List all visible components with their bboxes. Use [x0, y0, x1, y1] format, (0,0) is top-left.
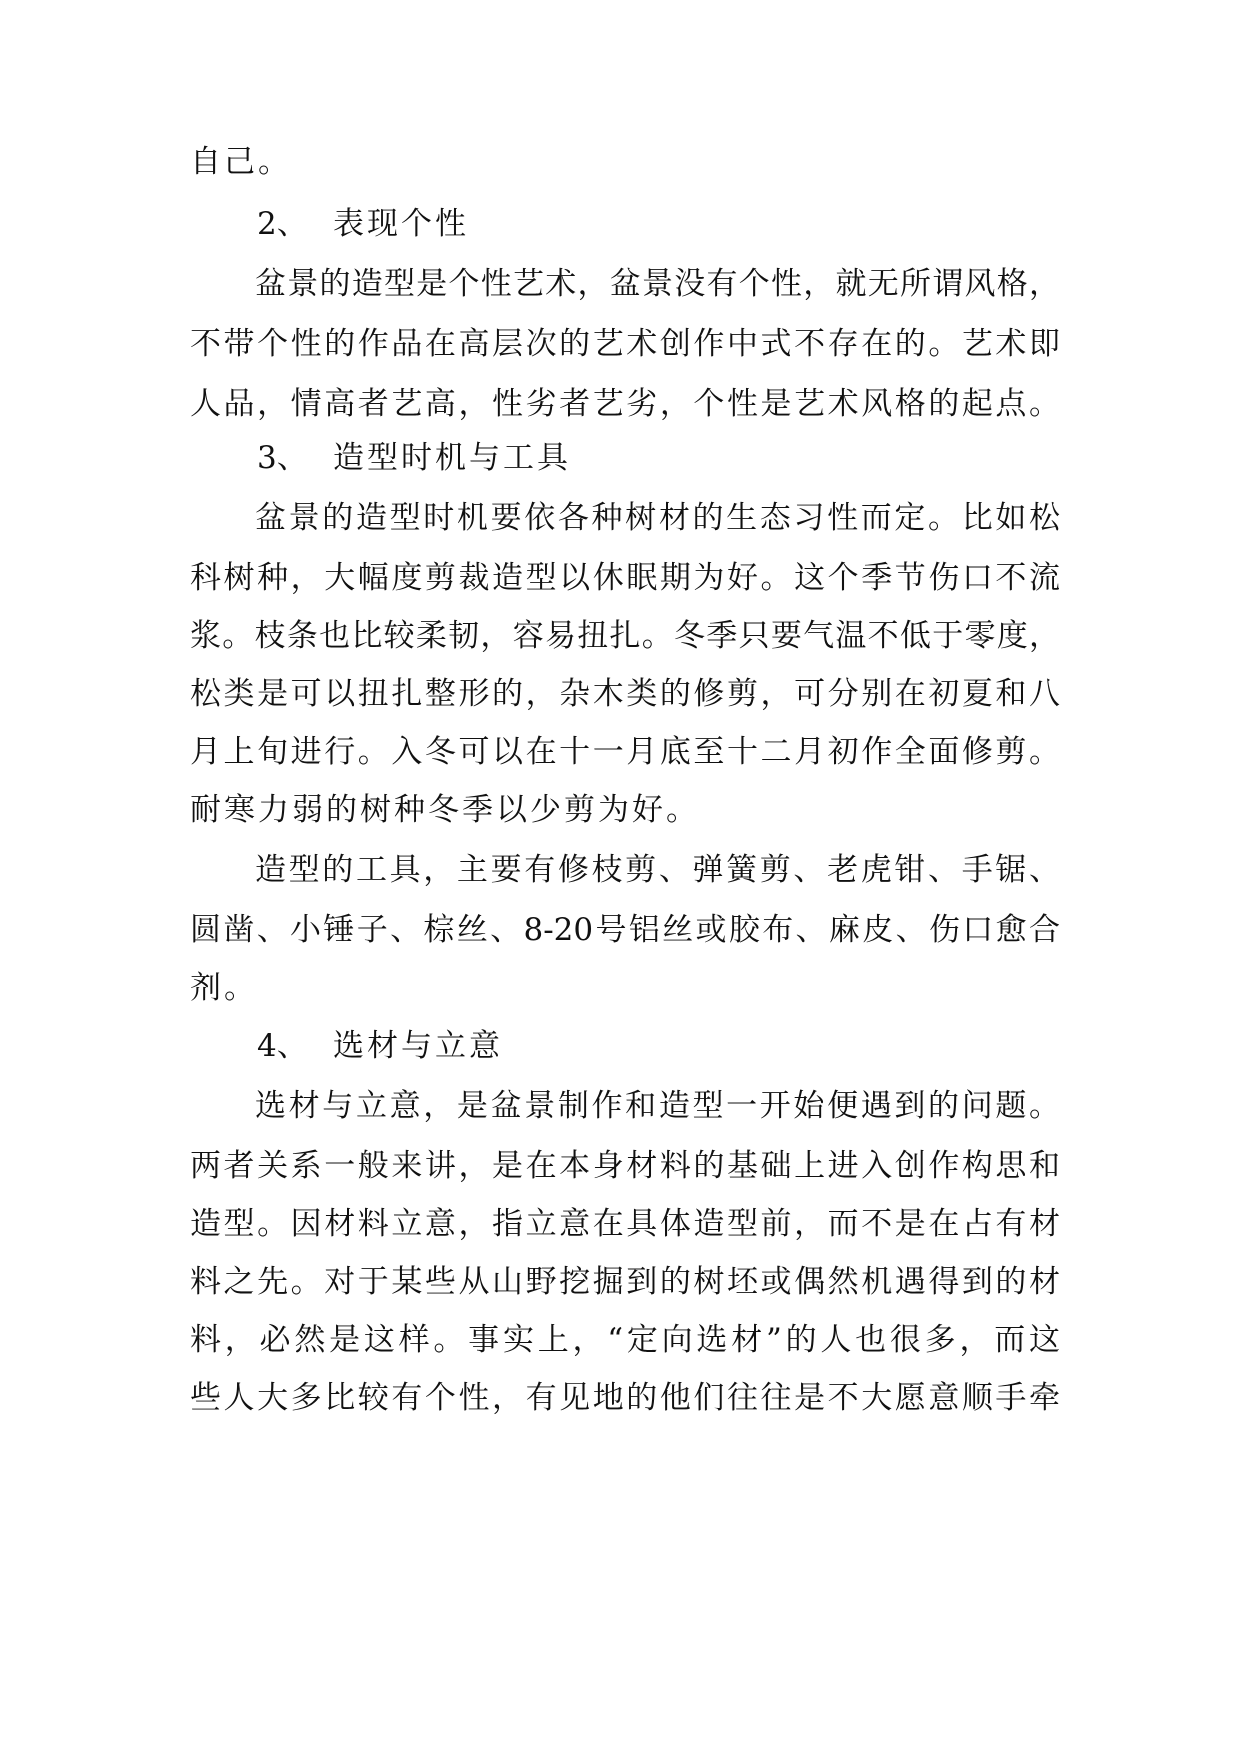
paragraph-line: 两者关系一般来讲，是在本身材料的基础上进入创作构思和 — [190, 1148, 1060, 1184]
paragraph-line: 些人大多比较有个性，有见地的他们往往是不大愿意顺手牵 — [190, 1380, 1060, 1416]
paragraph-line: 人品，情高者艺高，性劣者艺劣，个性是艺术风格的起点。 — [190, 386, 1060, 422]
paragraph-line: 料之先。对于某些从山野挖掘到的树坯或偶然机遇得到的材 — [190, 1264, 1060, 1300]
section-number: 4、 — [257, 1028, 308, 1064]
paragraph-line: 圆凿、小锤子、棕丝、8-20号铝丝或胶布、麻皮、伤口愈合 — [190, 912, 1060, 948]
paragraph-line: 盆景的造型是个性艺术，盆景没有个性，就无所谓风格， — [255, 266, 1060, 302]
section-number: 2、 — [257, 206, 308, 242]
paragraph-line: 自己。 — [190, 144, 292, 180]
paragraph-line: 造型的工具，主要有修枝剪、弹簧剪、老虎钳、手锯、 — [255, 852, 1060, 888]
paragraph-line: 盆景的造型时机要依各种树材的生态习性而定。比如松 — [255, 500, 1060, 536]
paragraph-line: 剂。 — [190, 970, 258, 1006]
section-title: 造型时机与工具 — [333, 440, 571, 476]
paragraph-line: 科树种，大幅度剪裁造型以休眠期为好。这个季节伤口不流 — [190, 560, 1060, 596]
paragraph-line: 造型。因材料立意，指立意在具体造型前，而不是在占有材 — [190, 1206, 1060, 1242]
section-number: 3、 — [257, 440, 308, 476]
paragraph-line: 浆。枝条也比较柔韧，容易扭扎。冬季只要气温不低于零度， — [190, 618, 1060, 654]
paragraph-line: 不带个性的作品在高层次的艺术创作中式不存在的。艺术即 — [190, 326, 1060, 362]
section-title: 表现个性 — [333, 206, 469, 242]
paragraph-line: 耐寒力弱的树种冬季以少剪为好。 — [190, 792, 700, 828]
section-title: 选材与立意 — [333, 1028, 503, 1064]
paragraph-line: 料，必然是这样。事实上，“定向选材”的人也很多，而这 — [190, 1322, 1060, 1358]
paragraph-line: 选材与立意，是盆景制作和造型一开始便遇到的问题。 — [255, 1088, 1060, 1124]
paragraph-line: 松类是可以扭扎整形的，杂木类的修剪，可分别在初夏和八 — [190, 676, 1060, 712]
paragraph-line: 月上旬进行。入冬可以在十一月底至十二月初作全面修剪。 — [190, 734, 1060, 770]
